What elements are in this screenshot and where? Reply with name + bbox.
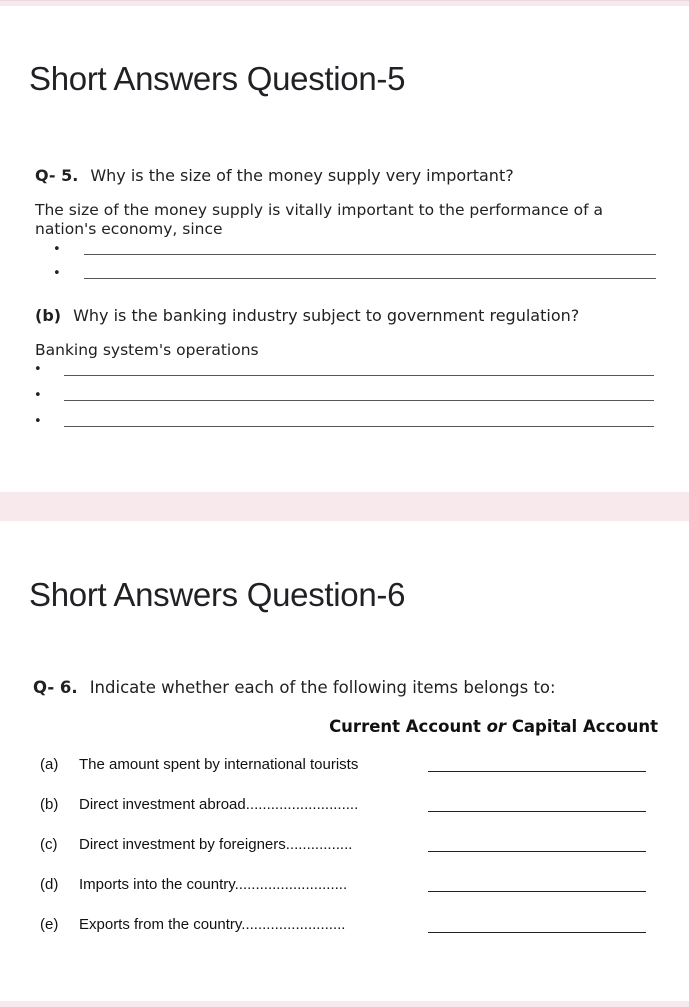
item-text: Imports into the country........................... <box>79 876 348 893</box>
item-letter: (c) <box>40 836 58 853</box>
item-text: Exports from the country......................... <box>79 916 346 933</box>
answer-line-e[interactable] <box>428 932 646 933</box>
answer-line-c[interactable] <box>428 851 646 852</box>
question-5-text: Why is the size of the money supply very important? <box>90 166 514 185</box>
item-e <box>40 916 345 933</box>
question-b-answer-intro: Banking system's operations <box>35 341 259 359</box>
question-5-answer-intro: The size of the money supply is vitally important to the performance of a nation's economy, since <box>35 201 603 238</box>
top-divider <box>0 0 689 1</box>
item-a <box>40 756 358 773</box>
answer-line-d[interactable] <box>428 891 646 892</box>
item-d <box>40 876 347 893</box>
answer-line[interactable] <box>84 278 656 279</box>
item-text: Direct investment by foreigners................ <box>79 836 353 853</box>
bullet: • <box>34 362 42 377</box>
question-b-number: (b) <box>35 306 62 325</box>
answer-line[interactable] <box>84 254 656 255</box>
section-5-title: Short Answers Question-5 <box>29 60 406 97</box>
question-5-number: Q- 5. <box>35 166 79 185</box>
question-6-card <box>0 521 689 1001</box>
item-text: The amount spent by international tourists <box>79 756 359 773</box>
heading-capital: Capital Account <box>511 717 658 736</box>
item-letter: (e) <box>40 916 59 933</box>
question-6-text: Indicate whether each of the following items belongs to: <box>89 678 556 697</box>
item-text: Direct investment abroad........................... <box>79 796 359 813</box>
answer-line-b[interactable] <box>428 811 646 812</box>
answer-line[interactable] <box>64 426 654 427</box>
bullet: • <box>53 242 61 257</box>
item-letter: (a) <box>40 756 59 773</box>
heading-current: Current Account <box>329 717 481 736</box>
bullet: • <box>34 414 42 429</box>
item-letter: (d) <box>40 876 59 893</box>
question-5-card <box>0 6 689 492</box>
heading-or: or <box>486 717 507 736</box>
bullet: • <box>53 266 61 281</box>
question-b-prompt <box>35 306 579 325</box>
question-b-text: Why is the banking industry subject to government regulation? <box>73 306 580 325</box>
answer-line-a[interactable] <box>428 771 646 772</box>
question-5-prompt <box>35 166 514 185</box>
question-6-prompt <box>33 678 556 697</box>
item-c <box>40 836 352 853</box>
bullet: • <box>34 388 42 403</box>
section-6-title: Short Answers Question-6 <box>29 576 406 613</box>
answer-line[interactable] <box>64 375 654 376</box>
account-type-heading <box>329 717 658 736</box>
answer-line[interactable] <box>64 400 654 401</box>
question-6-number: Q- 6. <box>33 678 78 697</box>
item-b <box>40 796 358 813</box>
item-letter: (b) <box>40 796 59 813</box>
